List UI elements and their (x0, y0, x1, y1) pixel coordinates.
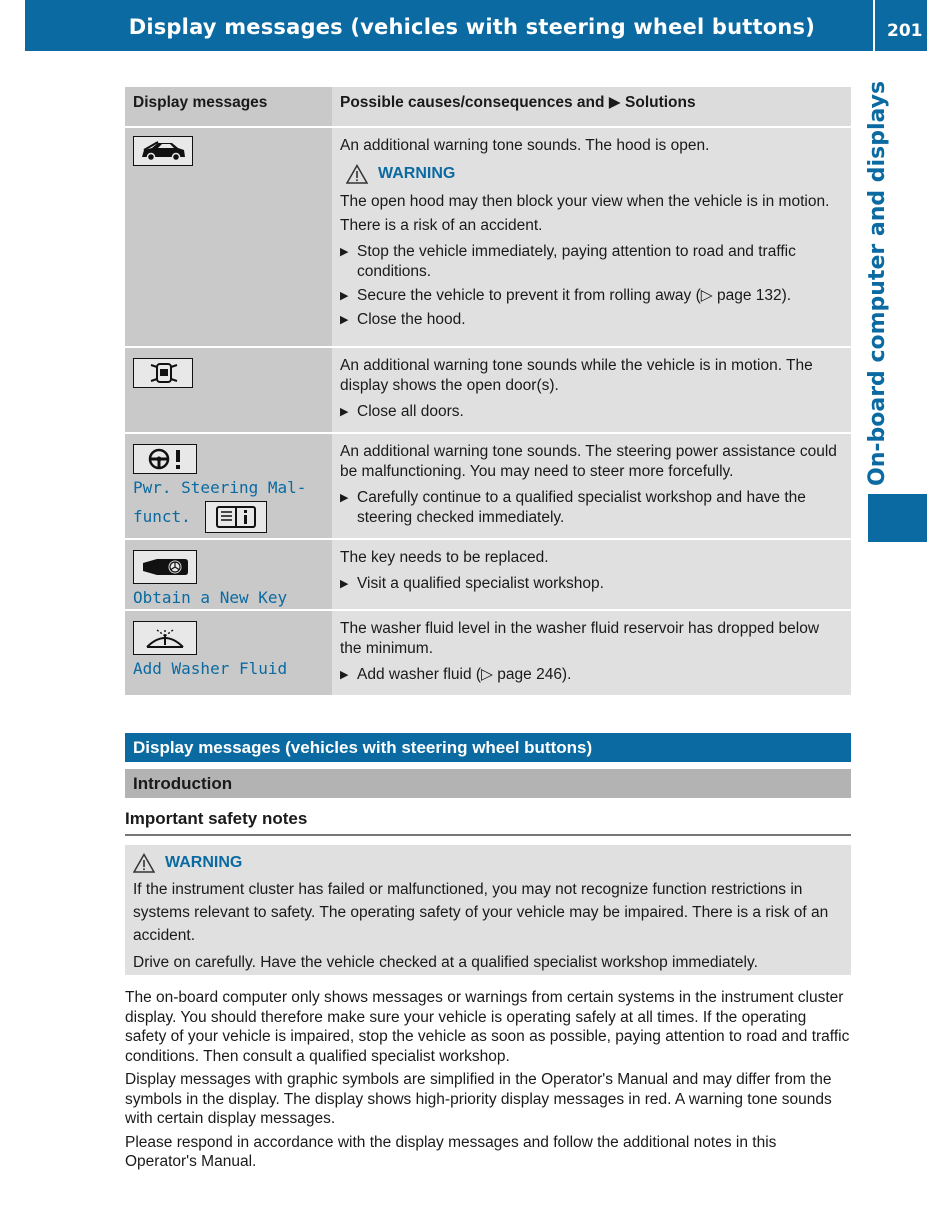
paragraph: Display messages with graphic symbols are simplified in the Operator's Manual and may differ from the symbols in the display. The display shows high-priority display messages in red. A warning tone sounds with certain display messages. (125, 1071, 832, 1127)
warning-triangle-icon (133, 853, 155, 873)
paragraph: Please respond in accordance with the display messages and follow the additional notes in this Operator's Manual. (125, 1133, 777, 1170)
subsection-title: Introduction (125, 769, 851, 798)
subheading: Important safety notes (125, 809, 851, 836)
warning-text: There is a risk of an accident. (340, 217, 543, 234)
washer-fluid-icon (133, 621, 197, 655)
cause-text: An additional warning tone sounds. The hood is open. (340, 137, 710, 154)
page-number: 201 (887, 21, 923, 41)
body-text (125, 988, 851, 1176)
steering-malfunction-icon (133, 444, 197, 474)
cause-cell (332, 610, 851, 695)
warning-text: If the instrument cluster has failed or malfunctioned, you may not recognize function restrictions in systems relevant to safety. The operating safety of your vehicle may be impaired. There is a risk of an accident. (133, 881, 829, 944)
message-cell (125, 433, 332, 539)
message-cell (125, 610, 332, 695)
cause-cell (332, 539, 851, 610)
door-open-icon (133, 358, 193, 388)
safety-warning-box (125, 845, 851, 975)
header-separator (873, 0, 875, 51)
cause-text: An additional warning tone sounds. The steering power assistance could be malfunctioning. You may need to steer more forcefully. (340, 443, 837, 480)
cause-cell (332, 433, 851, 539)
message-line (133, 501, 332, 533)
key-icon (133, 550, 197, 584)
message-cell (125, 127, 332, 347)
warning-heading (133, 851, 843, 874)
table-header-row (125, 87, 851, 127)
page-header (25, 0, 927, 51)
warning-text: The open hood may then block your view when the vehicle is in motion. (340, 193, 830, 210)
section-title: Display messages (vehicles with steering wheel buttons) (125, 733, 851, 762)
display-message-text: Add Washer Fluid (133, 659, 288, 678)
display-message-text: Pwr. Steering Mal- (133, 478, 307, 497)
cause-text: An additional warning tone sounds while the vehicle is in motion. The display shows the open door(s). (340, 357, 813, 394)
warning-triangle-icon (346, 164, 368, 184)
display-message-text: funct. (133, 507, 191, 526)
cause-text: The washer fluid level in the washer fluid reservoir has dropped below the minimum. (340, 620, 820, 657)
display-message-text: Obtain a New Key (133, 588, 288, 607)
table-row (125, 610, 851, 695)
solution-step: ▶ Close all doors. (340, 402, 843, 422)
manual-info-icon (205, 501, 267, 533)
warning-heading (346, 164, 843, 184)
solution-step: ▶ Add washer fluid (▷ page 246). (340, 665, 843, 685)
display-messages-table (125, 87, 851, 695)
warning-text: Drive on carefully. Have the vehicle checked at a qualified specialist workshop immediately. (133, 954, 758, 971)
side-tab-marker (868, 494, 927, 542)
table-row (125, 127, 851, 347)
table-row (125, 539, 851, 610)
header-title: Display messages (vehicles with steering wheel buttons) (128, 15, 815, 39)
warning-label: WARNING (165, 854, 243, 871)
warning-label: WARNING (378, 165, 456, 182)
solution-step: ▶ Visit a qualified specialist workshop. (340, 574, 843, 594)
table-row (125, 433, 851, 539)
message-cell (125, 539, 332, 610)
hood-open-icon (133, 136, 193, 166)
message-cell (125, 347, 332, 433)
solution-step: ▶ Carefully continue to a qualified specialist workshop and have the steering checked immediately. (340, 488, 843, 528)
solution-step: ▶ Close the hood. (340, 310, 843, 330)
cause-cell (332, 127, 851, 347)
paragraph: The on-board computer only shows messages or warnings from certain systems in the instrument cluster display. You should therefore make sure your vehicle is operating safely at all times. If the operating safety of your vehicle is impaired, stop the vehicle as soon as possible, paying attention to road and traffic conditions. Then consult a qualified specialist workshop. (125, 989, 850, 1065)
table-row (125, 347, 851, 433)
side-tab-label: On-board computer and displays (865, 80, 890, 486)
solution-step: ▶ Stop the vehicle immediately, paying attention to road and traffic conditions. (340, 242, 843, 282)
cause-text: The key needs to be replaced. (340, 549, 549, 566)
solution-step: ▶ Secure the vehicle to prevent it from rolling away (▷ page 132). (340, 286, 843, 306)
cause-cell (332, 347, 851, 433)
column-header-causes: Possible causes/consequences and ▶ Solutions (332, 87, 851, 127)
column-header-messages: Display messages (125, 87, 332, 127)
